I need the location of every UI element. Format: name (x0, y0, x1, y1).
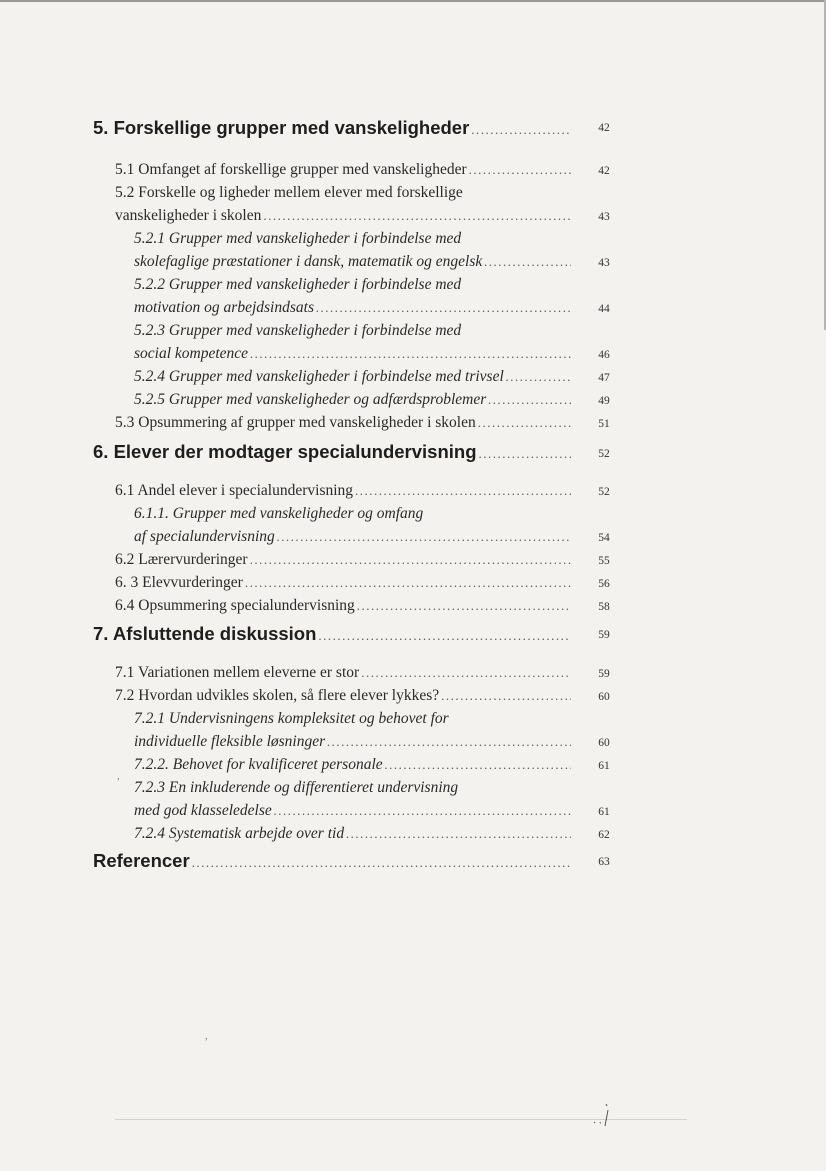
toc-entry-5-3-page: 51 (598, 418, 610, 430)
toc-entry-5-2-4-page: 47 (598, 372, 610, 384)
toc-entry-5-2-1[interactable] (134, 253, 571, 271)
leader-dots (250, 552, 571, 568)
leader-dots (263, 208, 571, 224)
leader-dots (355, 483, 571, 499)
toc-chapter-5[interactable] (93, 117, 571, 139)
leader-dots (469, 162, 571, 178)
toc-entry-7-2-2-title: 7.2.2. Behovet for kvalificeret personale (134, 756, 383, 773)
leader-dots (316, 300, 571, 316)
toc-entry-6-2-title: 6.2 Lærervurderinger (115, 551, 248, 568)
toc-chapter-5-page: 42 (598, 122, 610, 134)
toc-chapter-6-page: 52 (598, 448, 610, 460)
toc-entry-7-2-page: 60 (598, 691, 610, 703)
toc-entry-5-2-1-title: skolefaglige præstationer i dansk, matematik og engelsk (134, 253, 483, 270)
toc-entry-7-2[interactable] (115, 687, 571, 705)
toc-entry-5-2-line1: 5.2 Forskelle og ligheder mellem elever med forskellige (115, 184, 463, 201)
toc-entry-7-2-2[interactable] (134, 756, 571, 774)
toc-entry-5-2-4[interactable] (134, 368, 571, 386)
leader-dots (277, 529, 571, 545)
toc-entry-5-2-5[interactable] (134, 391, 571, 409)
toc-entry-6-1-page: 52 (598, 486, 610, 498)
toc-entry-6-1-1-page: 54 (598, 532, 610, 544)
toc-entry-7-1-title: 7.1 Variationen mellem eleverne er stor (115, 664, 360, 681)
toc-entry-5-2-3-line1: 5.2.3 Grupper med vanskeligheder i forbindelse med (134, 322, 462, 339)
leader-dots (274, 803, 571, 819)
toc-entry-5-2-5-page: 49 (598, 395, 610, 407)
toc-entry-6-3[interactable] (115, 574, 571, 592)
toc-chapter-5-title: 5. Forskellige grupper med vanskeligheder (93, 117, 470, 138)
toc-entry-5-1-title: 5.1 Omfanget af forskellige grupper med vanskeligheder (115, 161, 467, 178)
toc-entry-7-2-4-page: 62 (598, 829, 610, 841)
leader-dots (385, 757, 571, 773)
toc-entry-7-2-1-title: individuelle fleksible løsninger (134, 733, 326, 750)
toc-entry-5-3[interactable] (115, 414, 571, 432)
toc-chapter-7[interactable] (93, 623, 571, 645)
leader-dots (245, 575, 571, 591)
toc-entry-5-2-4-title: 5.2.4 Grupper med vanskeligheder i forbindelse med trivsel (134, 368, 504, 385)
toc-entry-7-2-3-line1: 7.2.3 En inkluderende og differentieret undervisning (134, 779, 459, 796)
toc-entry-6-2-page: 55 (598, 555, 610, 567)
toc-entry-7-2-4[interactable] (134, 825, 571, 843)
leader-dots (346, 826, 571, 842)
toc-entry-5-2-page: 43 (598, 211, 610, 223)
toc-entry-7-2-title: 7.2 Hvordan udvikles skolen, så flere elever lykkes? (115, 687, 440, 704)
leader-dots (361, 665, 571, 681)
leader-dots (506, 369, 571, 385)
toc-entry-6-1-1[interactable] (134, 528, 571, 546)
toc-references-title: Referencer (93, 850, 190, 871)
toc-entry-5-2-3-title: social kompetence (134, 345, 249, 362)
leader-dots (327, 734, 571, 750)
leader-dots (478, 415, 571, 431)
toc-entry-7-2-1-page: 60 (598, 737, 610, 749)
toc-entry-7-2-4-title: 7.2.4 Systematisk arbejde over tid (134, 825, 345, 842)
toc-entry-6-2[interactable] (115, 551, 571, 569)
toc-entry-5-2-1-page: 43 (598, 257, 610, 269)
toc-entry-6-4-page: 58 (598, 601, 610, 613)
toc-entry-6-1[interactable] (115, 482, 571, 500)
scan-mark-icon (588, 1100, 612, 1128)
leader-dots (484, 254, 571, 270)
leader-dots (471, 122, 571, 138)
toc-entry-7-2-3-title: med god klasseledelse (134, 802, 272, 819)
toc-entry-6-4[interactable] (115, 597, 571, 615)
leader-dots (441, 688, 571, 704)
toc-entry-5-2-2-page: 44 (598, 303, 610, 315)
toc-entry-5-2-1-line1: 5.2.1 Grupper med vanskeligheder i forbindelse med (134, 230, 462, 247)
toc-entry-5-2-2-title: motivation og arbejdsindsats (134, 299, 314, 316)
toc-entry-5-2-5-title: 5.2.5 Grupper med vanskeligheder og adfærdsproblemer (134, 391, 487, 408)
toc-entry-7-2-2-page: 61 (598, 760, 610, 772)
toc-references-page: 63 (598, 856, 610, 868)
toc-entry-7-2-3[interactable] (134, 802, 571, 820)
scan-speck: , (205, 1030, 208, 1042)
toc-entry-7-2-1-line1: 7.2.1 Undervisningens kompleksitet og behovet for (134, 710, 449, 727)
toc-entry-7-1[interactable] (115, 664, 571, 682)
toc-entry-6-1-title: 6.1 Andel elever i specialundervisning (115, 482, 354, 499)
toc-entry-5-2-3-page: 46 (598, 349, 610, 361)
scan-speck: , (117, 770, 120, 782)
toc-references[interactable] (93, 850, 571, 872)
toc-entry-5-3-title: 5.3 Opsummering af grupper med vanskeligheder i skolen (115, 414, 476, 431)
toc-entry-5-1-page: 42 (598, 165, 610, 177)
toc-chapter-7-title: 7. Afsluttende diskussion (93, 623, 317, 644)
toc-entry-6-1-1-line1: 6.1.1. Grupper med vanskeligheder og omfang (134, 505, 424, 522)
toc-entry-5-2-2[interactable] (134, 299, 571, 317)
toc-entry-5-2-title: vanskeligheder i skolen (115, 207, 262, 224)
toc-entry-5-2-3[interactable] (134, 345, 571, 363)
toc-entry-6-3-page: 56 (598, 578, 610, 590)
toc-chapter-6-title: 6. Elever der modtager specialundervisning (93, 441, 477, 462)
leader-dots (357, 598, 571, 614)
leader-dots (488, 392, 571, 408)
toc-entry-7-1-page: 59 (598, 668, 610, 680)
toc-entry-7-2-3-page: 61 (598, 806, 610, 818)
toc-chapter-7-page: 59 (598, 629, 610, 641)
toc-entry-7-2-1[interactable] (134, 733, 571, 751)
toc-chapter-6[interactable] (93, 441, 571, 463)
toc-entry-5-2[interactable] (115, 207, 571, 225)
toc-entry-5-1[interactable] (115, 161, 571, 179)
leader-dots (192, 855, 571, 871)
leader-dots (250, 346, 571, 362)
toc-entry-5-2-2-line1: 5.2.2 Grupper med vanskeligheder i forbindelse med (134, 276, 462, 293)
toc-entry-6-4-title: 6.4 Opsummering specialundervisning (115, 597, 355, 614)
scan-mark (588, 1100, 612, 1128)
toc-entry-6-1-1-title: af specialundervisning (134, 528, 275, 545)
toc-entry-6-3-title: 6. 3 Elevvurderinger (115, 574, 243, 591)
leader-dots (318, 628, 571, 644)
leader-dots (479, 446, 572, 462)
